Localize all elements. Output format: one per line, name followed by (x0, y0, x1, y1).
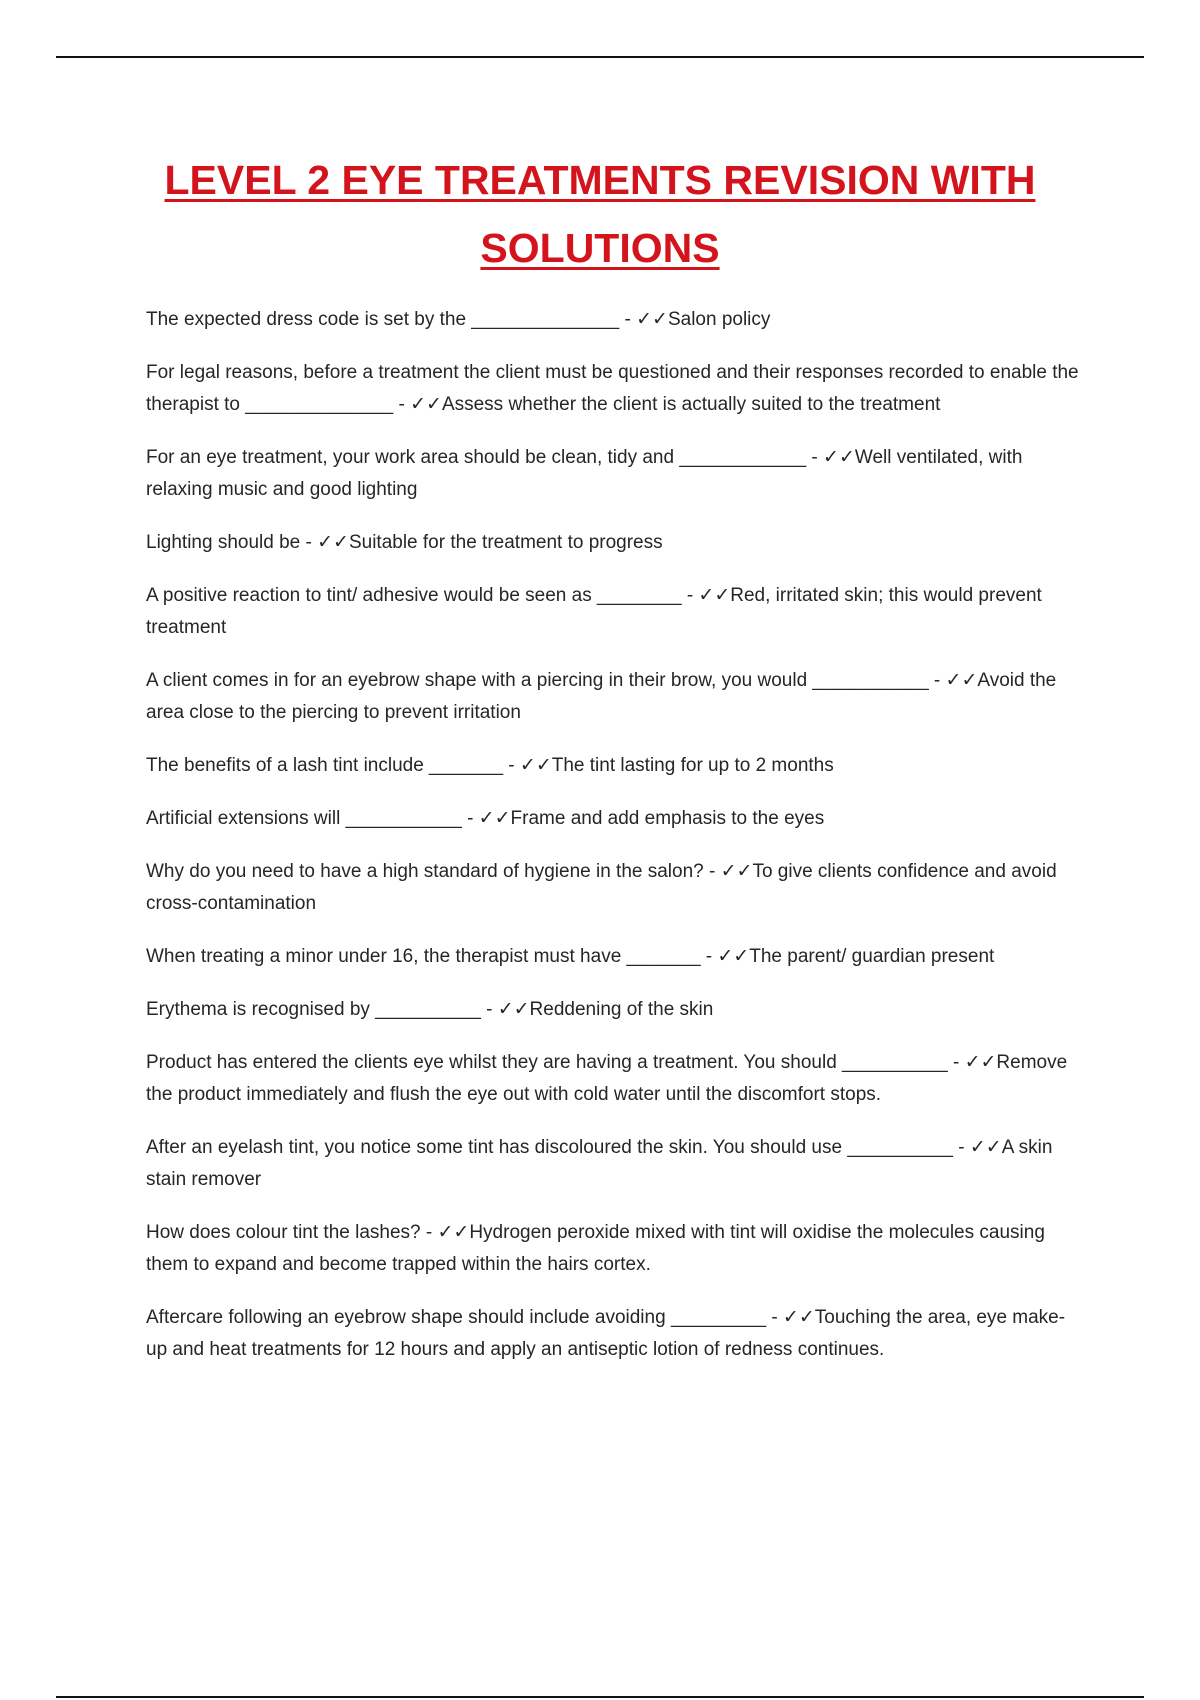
title-line-2: SOLUTIONS (480, 225, 720, 271)
qa-item: After an eyelash tint, you notice some tint has discoloured the skin. You should use __________ - ✓✓A skin stain remover (146, 1137, 1053, 1190)
qa-item: For an eye treatment, your work area should be clean, tidy and ____________ - ✓✓Well ventilated, with relaxing music and good lighting (146, 447, 1023, 500)
qa-item: How does colour tint the lashes? - ✓✓Hydrogen peroxide mixed with tint will oxidise the molecules causing them to expand and become trapped within the hairs cortex. (146, 1222, 1045, 1275)
top-rule (56, 56, 1144, 58)
bottom-rule (56, 1696, 1144, 1698)
qa-item: Erythema is recognised by __________ - ✓✓Reddening of the skin (146, 999, 714, 1020)
qa-item: Product has entered the clients eye whilst they are having a treatment. You should __________ - ✓✓Remove the product immediately and flush the eye out with cold water until the discomfort stops. (146, 1052, 1068, 1105)
qa-item: When treating a minor under 16, the therapist must have _______ - ✓✓The parent/ guardian present (146, 946, 995, 967)
qa-item: Artificial extensions will ___________ - ✓✓Frame and add emphasis to the eyes (146, 808, 825, 829)
qa-item: For legal reasons, before a treatment the client must be questioned and their responses recorded to enable the therapist to ______________ - ✓✓Assess whether the client is actually suited to the treatment (146, 362, 1079, 415)
qa-item: The expected dress code is set by the ______________ - ✓✓Salon policy (146, 309, 771, 330)
qa-item: A client comes in for an eyebrow shape with a piercing in their brow, you would ___________ - ✓✓Avoid the area close to the piercing to prevent irritation (146, 670, 1057, 723)
qa-item: Why do you need to have a high standard of hygiene in the salon? - ✓✓To give clients confidence and avoid cross-contamination (146, 861, 1057, 914)
qa-item: A positive reaction to tint/ adhesive would be seen as ________ - ✓✓Red, irritated skin; this would prevent treatment (146, 585, 1042, 638)
qa-item: Aftercare following an eyebrow shape should include avoiding _________ - ✓✓Touching the area, eye make-up and heat treatments for 12 hours and apply an antiseptic lotion of redness continues. (146, 1307, 1066, 1360)
qa-item: The benefits of a lash tint include _______ - ✓✓The tint lasting for up to 2 months (146, 755, 834, 776)
qa-item: Lighting should be - ✓✓Suitable for the treatment to progress (146, 532, 663, 553)
document-title (100, 146, 1100, 282)
title-line-1: LEVEL 2 EYE TREATMENTS REVISION WITH (164, 157, 1036, 203)
qa-list (146, 304, 1086, 1387)
